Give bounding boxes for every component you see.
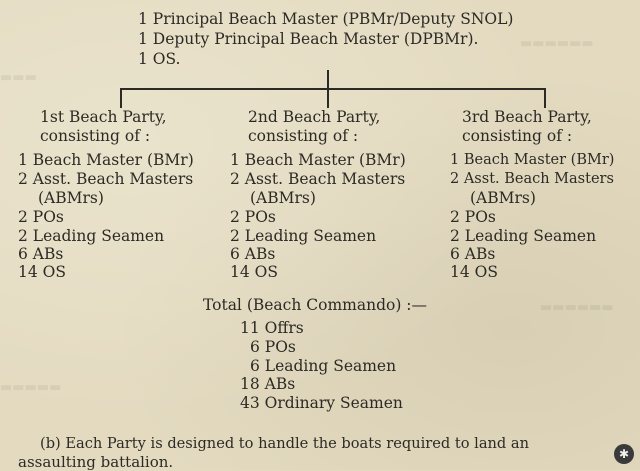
party-item: 1 Beach Master (BMr) xyxy=(450,152,615,168)
total-heading: Total (Beach Commando) :— xyxy=(203,296,428,314)
party-item: 14 OS xyxy=(18,263,66,281)
party-item: (ABMrs) xyxy=(38,189,104,207)
total-item: 6 Leading Seamen xyxy=(250,357,397,375)
party-title: 1st Beach Party, xyxy=(40,108,167,126)
party-item: 2 POs xyxy=(230,208,276,226)
party-item: 2 Asst. Beach Masters xyxy=(230,170,406,188)
party-item: 2 POs xyxy=(18,208,64,226)
party-item: 1 Beach Master (BMr) xyxy=(18,151,194,169)
party-item: 2 POs xyxy=(450,208,496,226)
header-line-principal: 1 Principal Beach Master (PBMr/Deputy SNOL) xyxy=(138,10,514,28)
party-item: 2 Asst. Beach Masters xyxy=(18,170,194,188)
party-item: 2 Leading Seamen xyxy=(18,227,165,245)
party-item: 1 Beach Master (BMr) xyxy=(230,151,406,169)
bleed-through-text: ▬▬▬ xyxy=(0,70,37,85)
party-subtitle: consisting of : xyxy=(248,127,359,145)
total-item: 18 ABs xyxy=(240,375,296,393)
party-item: 2 Leading Seamen xyxy=(230,227,377,245)
party-title: 2nd Beach Party, xyxy=(248,108,381,126)
party-item: 2 Leading Seamen xyxy=(450,227,597,245)
bleed-through-text: ▬▬▬▬▬▬ xyxy=(520,36,594,51)
chart-drop-rule-2 xyxy=(327,88,329,108)
chart-stem-rule xyxy=(327,70,329,90)
party-item: 6 ABs xyxy=(18,245,64,263)
header-line-deputy: 1 Deputy Principal Beach Master (DPBMr). xyxy=(138,30,479,48)
footer-paragraph-line-2: assaulting battalion. xyxy=(18,453,174,471)
party-item: 6 ABs xyxy=(230,245,276,263)
bleed-through-text: ▬▬▬▬▬ xyxy=(0,380,62,395)
header-line-os: 1 OS. xyxy=(138,50,181,68)
party-item: 14 OS xyxy=(230,263,278,281)
party-item: (ABMrs) xyxy=(250,189,316,207)
footer-paragraph-line-1: (b) Each Party is designed to handle the boats required to land an xyxy=(40,435,529,452)
total-item: 11 Offrs xyxy=(240,319,304,337)
party-title: 3rd Beach Party, xyxy=(462,108,592,126)
bleed-through-text: ▬▬▬▬▬▬ xyxy=(540,300,614,315)
chart-drop-rule-3 xyxy=(544,88,546,108)
party-item: (ABMrs) xyxy=(470,189,536,207)
chart-branch-rule xyxy=(120,88,546,90)
chart-drop-rule-1 xyxy=(120,88,122,108)
party-subtitle: consisting of : xyxy=(40,127,151,145)
party-item: 6 ABs xyxy=(450,245,496,263)
party-subtitle: consisting of : xyxy=(462,127,573,145)
party-item: 14 OS xyxy=(450,263,498,281)
total-item: 43 Ordinary Seamen xyxy=(240,394,403,412)
total-item: 6 POs xyxy=(250,338,296,356)
page-corner-icon[interactable]: ✱ xyxy=(614,444,634,464)
party-item: 2 Asst. Beach Masters xyxy=(450,171,614,187)
